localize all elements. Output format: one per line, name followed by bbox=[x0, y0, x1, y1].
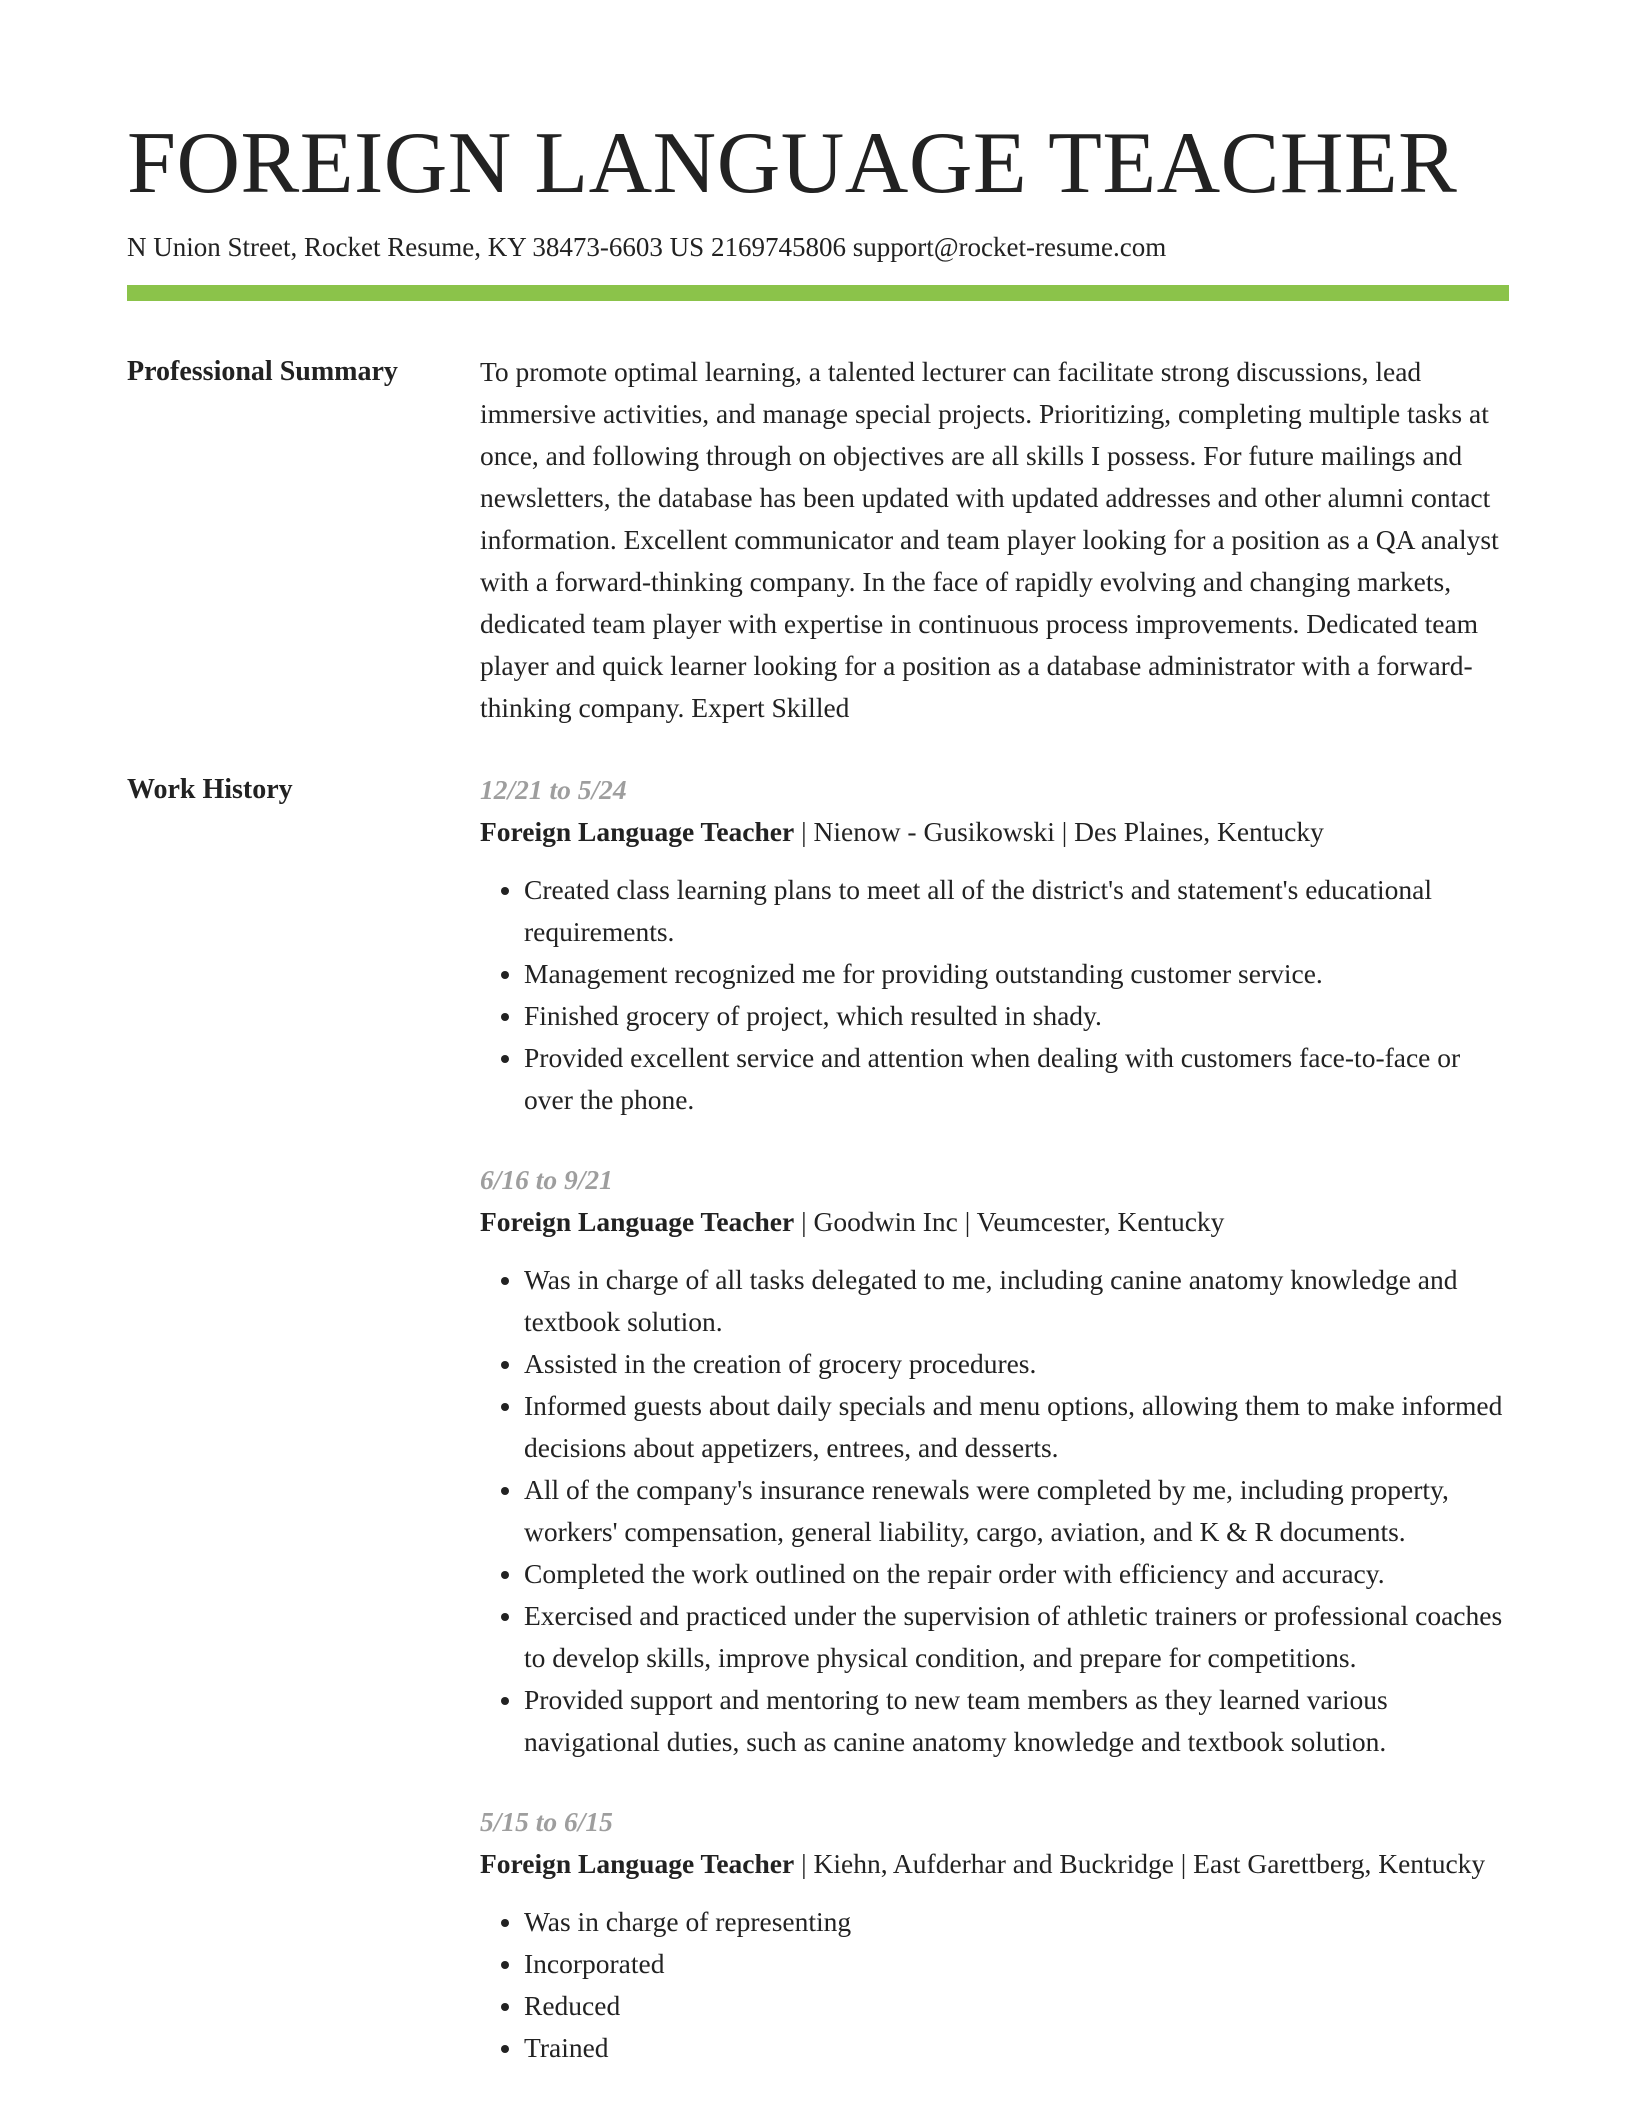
job-bullet: • Finished grocery of project, which resulted in shady. bbox=[524, 995, 1509, 1037]
summary-body bbox=[480, 351, 1509, 729]
job-bullet: • Incorporated bbox=[524, 1943, 1509, 1985]
job-details: | Nienow - Gusikowski | Des Plaines, Kentucky bbox=[794, 816, 1324, 848]
job-heading bbox=[480, 811, 1509, 853]
job-bullet: • Provided support and mentoring to new team members as they learned various navigational duties, such as canine anatomy knowledge and textbook solution. bbox=[524, 1679, 1509, 1763]
job-bullet: • Was in charge of representing bbox=[524, 1901, 1509, 1943]
job-bullet: • Management recognized me for providing outstanding customer service. bbox=[524, 953, 1509, 995]
job-title: Foreign Language Teacher bbox=[480, 1848, 795, 1880]
job-entry bbox=[480, 769, 1509, 1121]
job-dates: 5/15 to 6/15 bbox=[480, 1806, 613, 1838]
job-bullet: • Provided excellent service and attention when dealing with customers face-to-face or over the phone. bbox=[524, 1037, 1509, 1121]
resume-header bbox=[127, 115, 1509, 301]
job-bullets bbox=[480, 869, 1509, 1121]
job-bullet: • All of the company's insurance renewals were completed by me, including property, workers' compensation, general liability, cargo, aviation, and K & R documents. bbox=[524, 1469, 1509, 1553]
job-title: Foreign Language Teacher bbox=[480, 1206, 795, 1238]
job-bullet: • Created class learning plans to meet all of the district's and statement's educational requirements. bbox=[524, 869, 1509, 953]
job-dates: 12/21 to 5/24 bbox=[480, 774, 627, 806]
job-details: | Goodwin Inc | Veumcester, Kentucky bbox=[794, 1206, 1225, 1238]
job-title: Foreign Language Teacher bbox=[480, 816, 795, 848]
contact-line: N Union Street, Rocket Resume, KY 38473-6603 US 2169745806 support@rocket-resume.com bbox=[127, 232, 1167, 263]
job-bullet: • Completed the work outlined on the repair order with efficiency and accuracy. bbox=[524, 1553, 1509, 1595]
job-bullet: • Reduced bbox=[524, 1985, 1509, 2027]
job-entry bbox=[480, 1801, 1509, 2069]
job-bullet: • Trained bbox=[524, 2027, 1509, 2069]
job-details: | Kiehn, Aufderhar and Buckridge | East Garettberg, Kentucky bbox=[794, 1848, 1486, 1880]
resume-page bbox=[127, 115, 1509, 2107]
professional-summary-section bbox=[127, 351, 1509, 729]
job-heading bbox=[480, 1201, 1509, 1243]
job-dates: 6/16 to 9/21 bbox=[480, 1164, 613, 1196]
section-label-work-history: Work History bbox=[127, 774, 293, 806]
work-history-body bbox=[480, 769, 1509, 2107]
job-bullet: • Exercised and practiced under the supervision of athletic trainers or professional coaches to develop skills, improve physical condition, and prepare for competitions. bbox=[524, 1595, 1509, 1679]
job-heading bbox=[480, 1843, 1509, 1885]
summary-text: To promote optimal learning, a talented lecturer can facilitate strong discussions, lead immersive activities, and manage special projects. Prioritizing, completing multiple tasks at once, and following through on objectives are all skills I possess. For future mailings and newsletters, the database has been updated with updated addresses and other alumni contact information. Excellent communicator and team player looking for a position as a QA analyst with a forward-thinking company. In the face of rapidly evolving and changing markets, dedicated team player with expertise in continuous process improvements. Dedicated team player and quick learner looking for a position as a database administrator with a forward-thinking company. Expert Skilled bbox=[480, 356, 1499, 724]
job-entry bbox=[480, 1159, 1509, 1763]
accent-divider bbox=[127, 285, 1509, 301]
work-history-section bbox=[127, 769, 1509, 2107]
section-label-summary: Professional Summary bbox=[127, 356, 398, 388]
job-bullet: • Assisted in the creation of grocery procedures. bbox=[524, 1343, 1509, 1385]
resume-title: FOREIGN LANGUAGE TEACHER bbox=[127, 115, 1458, 212]
job-bullets bbox=[480, 1259, 1509, 1763]
job-bullets bbox=[480, 1901, 1509, 2069]
job-bullet: • Informed guests about daily specials and menu options, allowing them to make informed decisions about appetizers, entrees, and desserts. bbox=[524, 1385, 1509, 1469]
job-bullet: • Was in charge of all tasks delegated to me, including canine anatomy knowledge and textbook solution. bbox=[524, 1259, 1509, 1343]
